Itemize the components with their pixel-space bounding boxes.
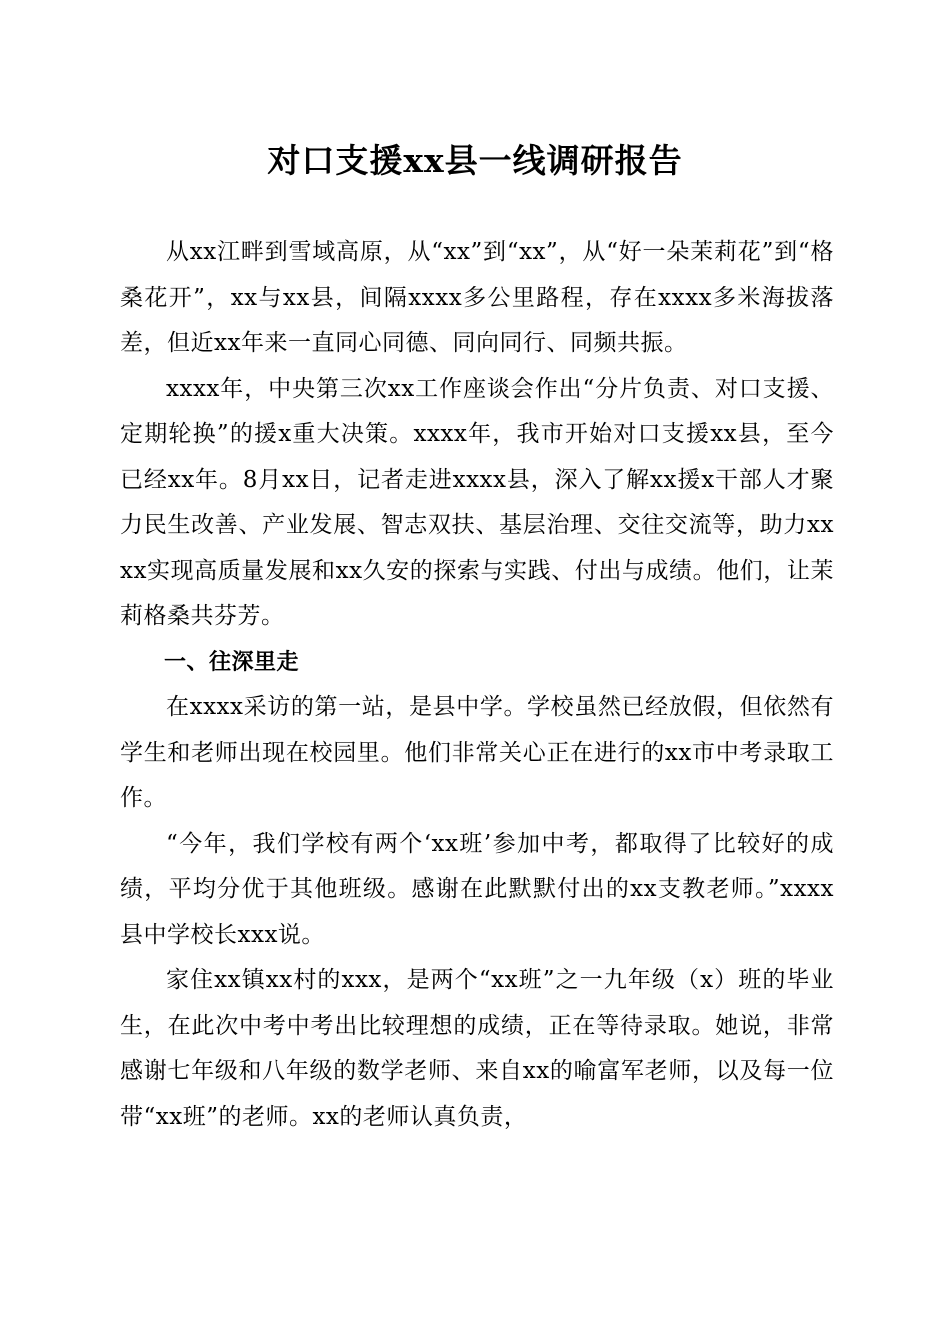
paragraph-student-story: 家住xx镇xx村的xxx，是两个“xx班”之一九年级（x）班的毕业生，在此次中考中考出比较理想的成绩，正在等待录取。她说，非常感谢七年级和八年级的数学老师、来自xx的喻富军老师，以及每一位带“xx班”的老师。xx的老师认真负责， (120, 967, 834, 1130)
paragraph-principal-quote: “今年，我们学校有两个‘xx班’参加中考，都取得了比较好的成绩，平均分优于其他班级。感谢在此默默付出的xx支教老师。”xxxx县中学校长xxx说。 (120, 830, 834, 948)
section-heading: 一、往深里走 (164, 649, 300, 675)
document-title: 对口支援xx县一线调研报告 (267, 141, 683, 180)
paragraph-school-visit: 在xxxx采访的第一站，是县中学。学校虽然已经放假，但依然有学生和老师出现在校园里。他们非常关心正在进行的xx市中考录取工作。 (120, 694, 834, 811)
paragraph-background: xxxx年，中央第三次xx工作座谈会作出“分片负责、对口支援、定期轮换”的援x重大决策。xxxx年，我市开始对口支援xx县，至今已经xx年。8月xx日，记者走进xxxx县，深入了解xx援x干部人才聚力民生改善、产业发展、智志双扶、基层治理、交往交流等，助力xxxx实现高质量发展和xx久安的探索与实践、付出与成绩。他们，让茉莉格桑共芬芳。 (120, 375, 834, 629)
document-body (120, 230, 834, 1140)
paragraph-intro: 从xx江畔到雪域高原，从“xx”到“xx”，从“好一朵茉莉花”到“格桑花开”，xx与xx县，间隔xxxx多公里路程，存在xxxx多米海拔落差，但近xx年来一直同心同德、同向同行、同频共振。 (120, 239, 834, 356)
